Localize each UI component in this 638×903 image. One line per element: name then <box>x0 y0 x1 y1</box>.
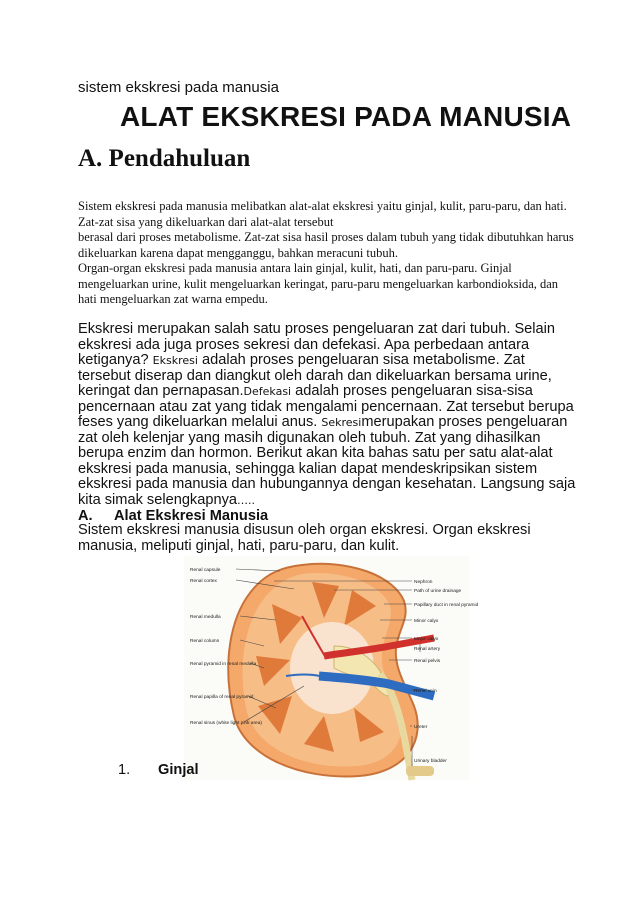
page-title: ALAT EKSKRESI PADA MANUSIA <box>120 101 572 132</box>
intro-paragraph-3: Organ-organ ekskresi pada manusia antara lain ginjal, kulit, hati, dan paru-paru. Ginjal mengeluarkan urine, kulit mengeluarkan keringat, paru-paru mengeluarkan karbondioksida, dan hati mengeluarkan zat warna empedu. <box>78 261 559 306</box>
urinary-bladder-shape <box>406 766 434 776</box>
label-renal-artery: Renal artery <box>414 647 441 652</box>
label-minor-calyx: Minor calyx <box>414 619 439 624</box>
ekskresi-text-4: merupakan proses pengeluaran zat oleh kelenjar yang masih digunakan oleh tubuh. Zat yang dihasilkan berupa enzim dan hormon. Berikut akan kita bahas satu per satu alat-alat ekskresi pada manusia, sehingga kalian dapat mendeskripsikan sistem ekskresi pada manusia dan hubungannya dengan kesehatan. Langsung saja kita simak selengkapnya <box>78 414 576 508</box>
term-defekasi: Defekasi <box>243 385 292 398</box>
list-item-ginjal <box>118 762 199 778</box>
section-heading-pendahuluan: A. Pendahuluan <box>78 145 251 172</box>
list-label: Ginjal <box>158 762 199 778</box>
ekskresi-paragraph <box>78 322 578 508</box>
page-subtitle: sistem ekskresi pada manusia <box>78 79 279 96</box>
label-renal-medulla: Renal medulla <box>190 615 221 620</box>
alat-heading-label: Alat Ekskresi Manusia <box>114 508 269 524</box>
label-renal-cortex: Renal cortex <box>190 579 217 584</box>
label-nephron: Nephron <box>414 580 433 585</box>
label-renal-capsule: Renal capsule <box>190 568 221 573</box>
label-renal-sinus: Renal sinus (white light pink area) <box>190 721 262 726</box>
term-ekskresi: Ekskresi <box>152 354 198 367</box>
label-urinary-bladder: Urinary bladder <box>414 759 447 764</box>
label-ureter: Ureter <box>414 725 428 730</box>
label-renal-pelvis: Renal pelvis <box>414 659 441 664</box>
label-renal-vein: Renal vein <box>414 689 437 694</box>
kidney-diagram <box>184 556 479 780</box>
ekskresi-text-3: adalah proses pengeluaran sisa-sisa pencernaan atau zat yang tidak mengalami pencernaan. Zat tersebut berupa feses yang dikeluarkan melalui anus. <box>78 383 574 430</box>
list-number: 1. <box>118 762 131 778</box>
ekskresi-text-1: Ekskresi merupakan salah satu proses pengeluaran zat dari tubuh. Selain ekskresi ada juga proses sekresi dan defekasi. Apa perbedaan antara ketiganya? <box>78 321 556 368</box>
label-renal-papilla: Renal papilla of renal pyramid <box>190 695 254 700</box>
alat-ekskresi-text: Sistem ekskresi manusia disusun oleh organ ekskresi. Organ ekskresi manusia, meliputi ginjal, hati, paru-paru, dan kulit. <box>78 522 531 554</box>
intro-paragraph-1: Sistem ekskresi pada manusia melibatkan alat-alat ekskresi yaitu ginjal, kulit, paru-paru, dan hati. Zat-zat sisa yang dikeluarkan dari alat-alat tersebut <box>78 199 567 229</box>
label-major-calyx: Major calyx <box>414 637 439 642</box>
term-sekresi: Sekresi <box>321 416 362 429</box>
label-path-of-urine-drainage: Path of urine drainage <box>414 589 462 594</box>
ellipsis: ….. <box>237 493 255 507</box>
intro-paragraph-2: berasal dari proses metabolisme. Zat-zat sisa hasil proses dalam tubuh yang tidak dibutuhkan harus dikeluarkan karena dapat mengganggu, bahkan meracuni tubuh. <box>78 230 574 260</box>
label-renal-column: Renal column <box>190 639 220 644</box>
label-renal-pyramid: Renal pyramid in renal medulla <box>190 662 257 667</box>
ekskresi-text-2: adalah proses pengeluaran sisa metabolisme. Zat tersebut diserap dan diangkut oleh darah dan dikeluarkan bersama urine, keringat dan pernapasan. <box>78 352 552 399</box>
alat-heading-number: A. <box>78 508 93 524</box>
label-papillary-duct: Papillary duct in renal pyramid <box>414 603 479 608</box>
